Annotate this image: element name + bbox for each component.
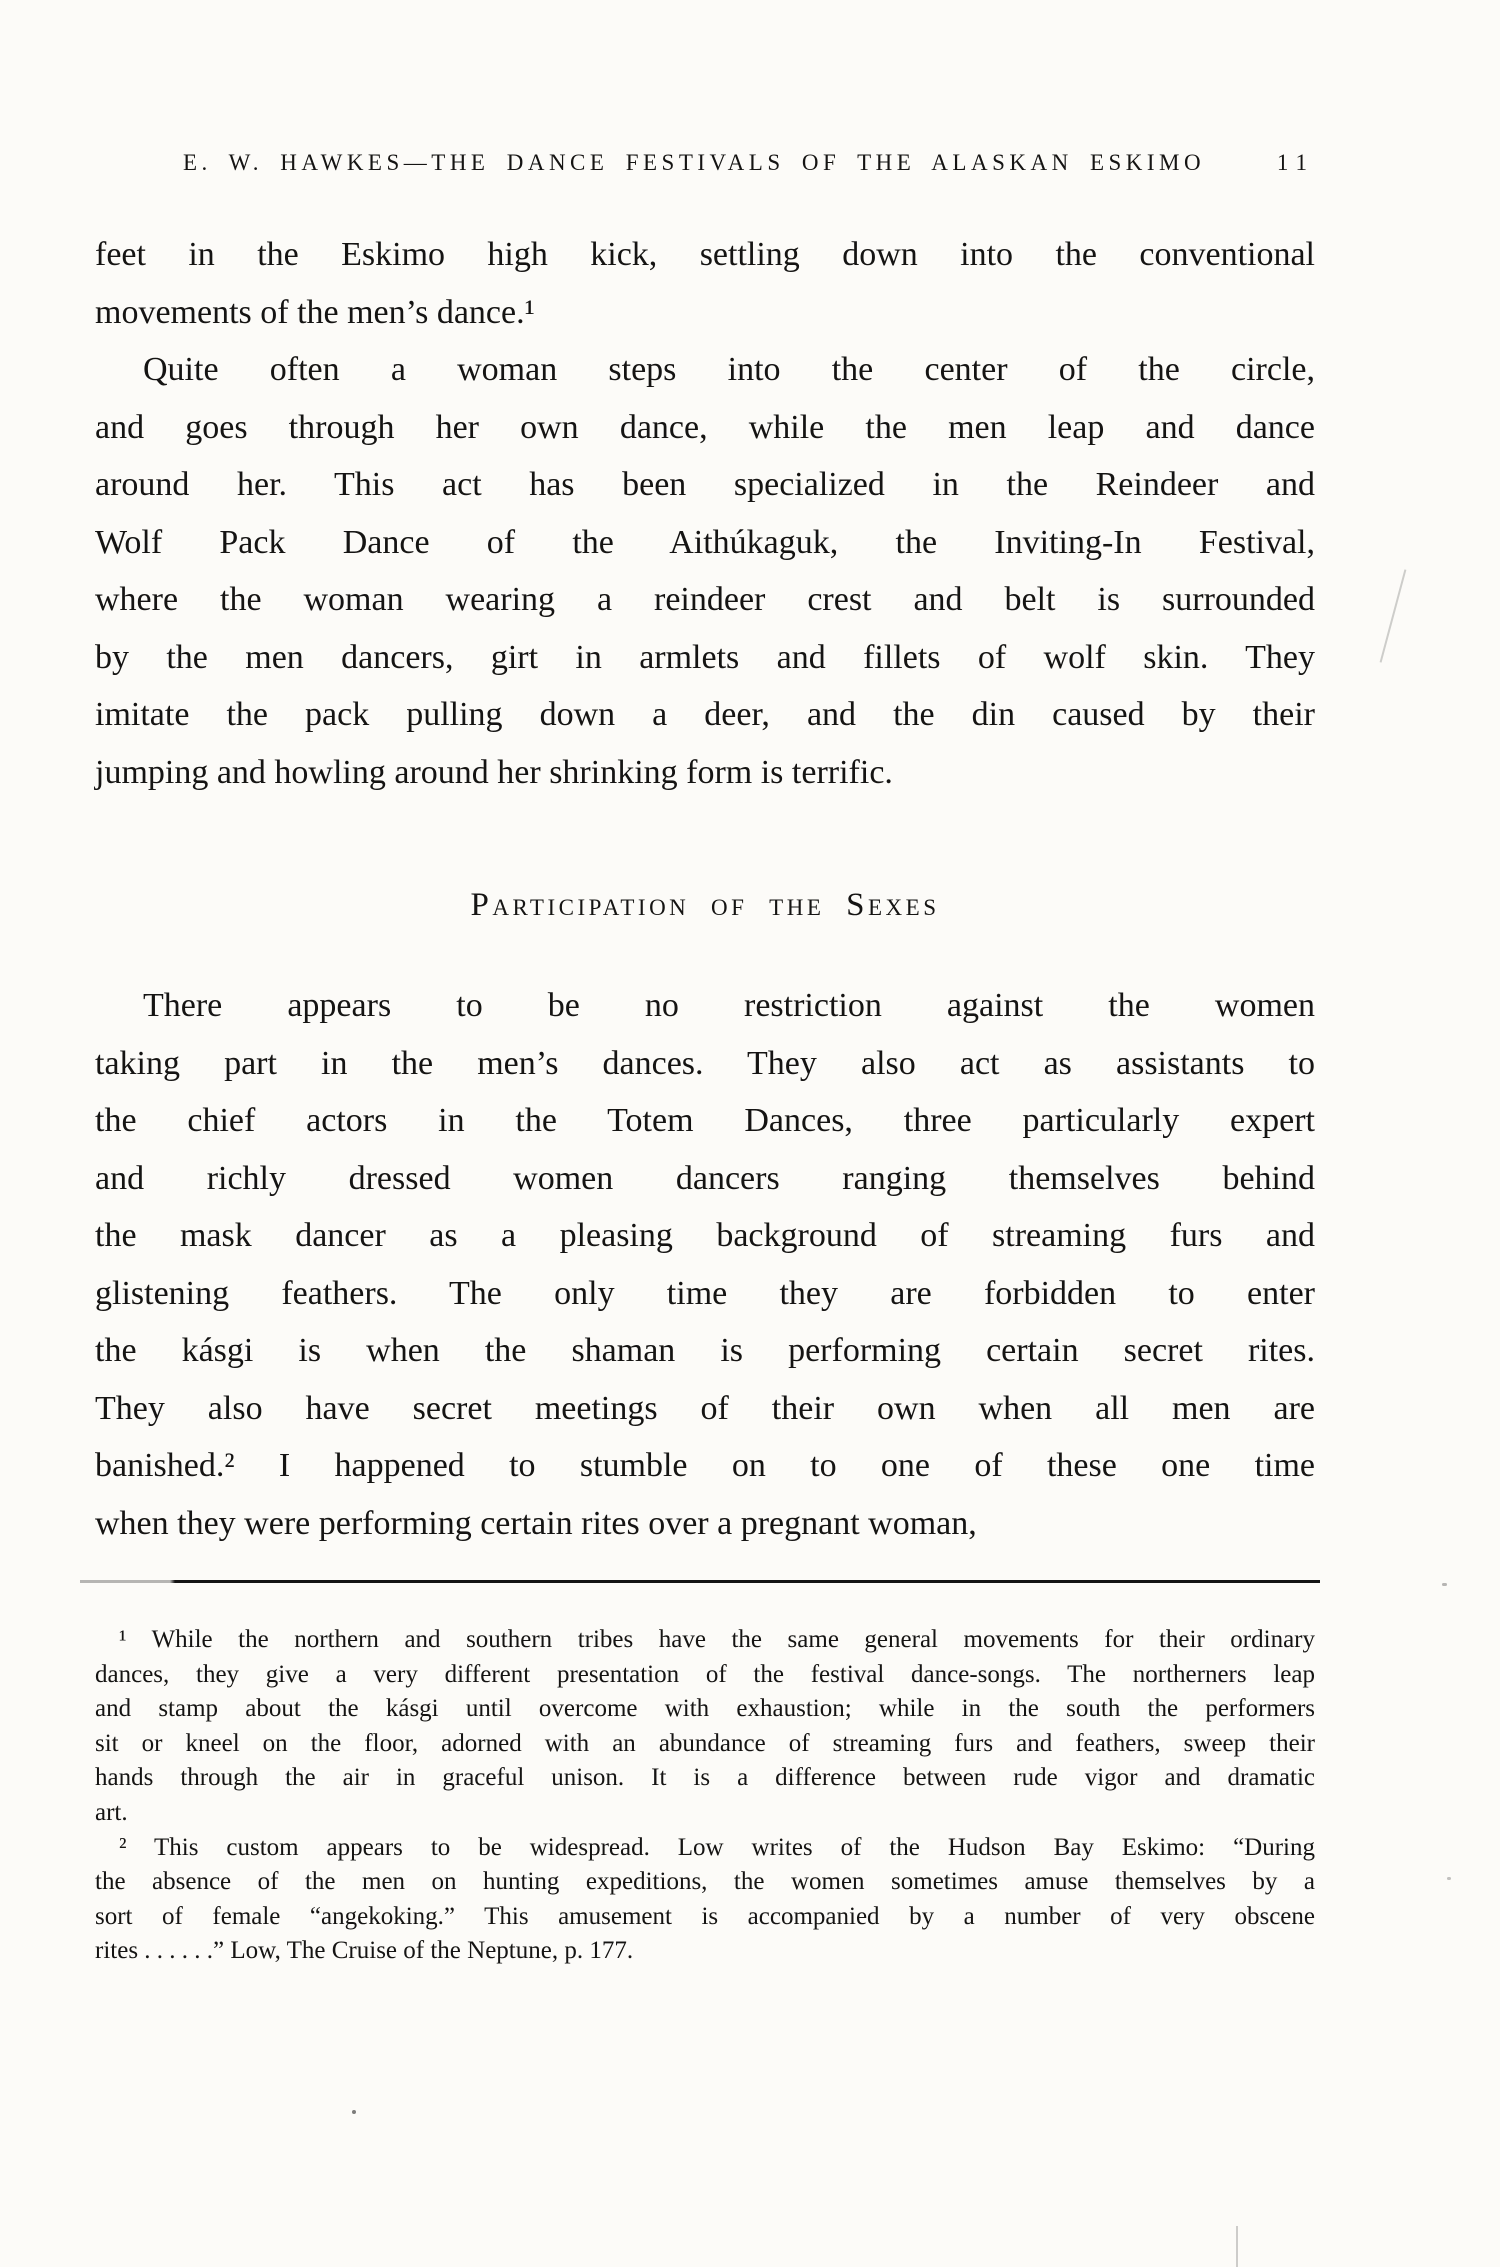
footnote-2 [95, 1831, 1315, 1969]
text-line: and richly dressed women dancers ranging themselves behind [95, 1159, 1315, 1197]
footnotes [95, 1623, 1315, 1969]
scan-line-artifact [1236, 2226, 1238, 2267]
footnote-line: ² This custom appears to be widespread. Low writes of the Hudson Bay Eskimo: “During [119, 1833, 1315, 1861]
footnote-line: hands through the air in graceful unison. It is a difference between rude vigor and dramatic [95, 1764, 1315, 1792]
footnote-line: rites . . . . . .” Low, The Cruise of the Neptune, p. 177. [95, 1937, 634, 1965]
footnote-line: art. [95, 1798, 128, 1826]
text-line: banished.² I happened to stumble on to one of these one time [95, 1447, 1315, 1484]
ink-dot-artifact [1442, 1583, 1447, 1586]
footnote-line: sit or kneel on the floor, adorned with an abundance of streaming furs and feathers, sweep their [95, 1729, 1315, 1757]
paragraph-1 [95, 226, 1315, 341]
body-block-1 [95, 226, 1315, 801]
text-line: Quite often a woman steps into the center of the circle, [143, 351, 1315, 388]
footnote-1 [95, 1623, 1315, 1831]
footnote-rule [80, 1580, 1320, 1583]
text-line: the kásgi is when the shaman is performing certain secret rites. [95, 1332, 1315, 1369]
text-line: the chief actors in the Totem Dances, three particularly expert [95, 1102, 1315, 1139]
text-line: taking part in the men’s dances. They also act as assistants to [95, 1044, 1315, 1082]
text-line: glistening feathers. The only time they are forbidden to enter [95, 1274, 1315, 1312]
text-line: movements of the men’s dance.¹ [95, 293, 535, 331]
footnote-line: ¹ While the northern and southern tribes have the same general movements for their ordinary [119, 1626, 1315, 1653]
paragraph-2 [95, 341, 1315, 801]
text-line: imitate the pack pulling down a deer, and the din caused by their [95, 696, 1315, 733]
text-line: the mask dancer as a pleasing background of streaming furs and [95, 1217, 1315, 1254]
footnote-line: and stamp about the kásgi until overcome with exhaustion; while in the south the performers [95, 1695, 1315, 1723]
text-line: by the men dancers, girt in armlets and fillets of wolf skin. They [95, 638, 1315, 676]
ink-dot-artifact [352, 2110, 356, 2114]
paragraph-3 [95, 977, 1315, 1552]
text-line: where the woman wearing a reindeer crest and belt is surrounded [95, 581, 1315, 618]
text-line: There appears to be no restriction against the women [143, 987, 1315, 1024]
ink-dot-artifact [1447, 1877, 1451, 1880]
text-line: Wolf Pack Dance of the Aithúkaguk, the Inviting-In Festival, [95, 523, 1315, 561]
footnote-line: dances, they give a very different presentation of the festival dance-songs. The northerners leap [95, 1660, 1315, 1688]
page-number: 11 [1276, 150, 1315, 175]
running-head-title: E. W. HAWKES—THE DANCE FESTIVALS OF THE ALASKAN ESKIMO [183, 150, 1206, 175]
running-head [95, 0, 1315, 176]
text-line: when they were performing certain rites over a pregnant woman, [95, 1504, 977, 1542]
text-line: feet in the Eskimo high kick, settling down into the conventional [95, 236, 1315, 273]
text-line: around her. This act has been specialized in the Reindeer and [95, 466, 1315, 503]
footnote-line: the absence of the men on hunting expeditions, the women sometimes amuse themselves by a [95, 1868, 1315, 1896]
body-block-2 [95, 977, 1315, 1552]
text-line: They also have secret meetings of their own when all men are [95, 1389, 1315, 1427]
footnote-line: sort of female “angekoking.” This amusement is accompanied by a number of very obscene [95, 1902, 1315, 1930]
text-line: jumping and howling around her shrinking form is terrific. [95, 753, 893, 791]
text-line: and goes through her own dance, while the men leap and dance [95, 408, 1315, 446]
section-heading: Participation of the Sexes [470, 887, 940, 923]
